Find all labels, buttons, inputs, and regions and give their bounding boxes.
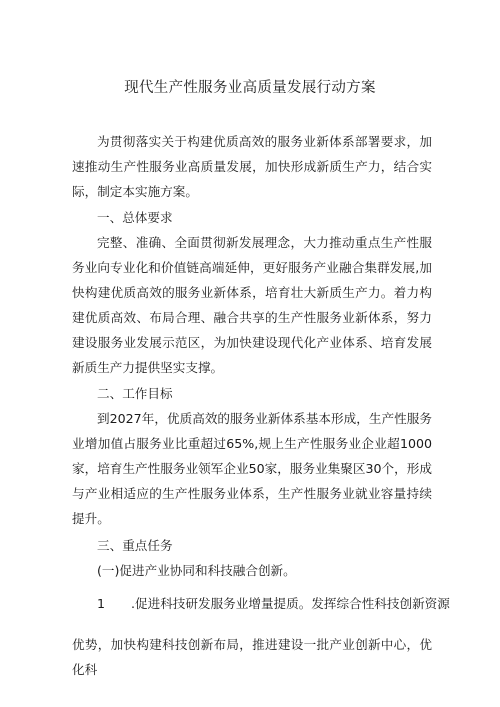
section-text-goals: 到2027年，优质高效的服务业新体系基本形成，生产性服务业增加值占服务业比重超过65%,规上生产性服务业企业超1000家，培育生产性服务业领军企业50家，服务业集聚区30个，形成与产业相适应的生产性服务业体系，生产性服务业就业容量持续提升。 <box>72 411 432 526</box>
task-item-text: .促进科技研发服务业增量提质。发挥综合性科技创新资源 <box>131 596 450 611</box>
section-heading-general: 一、总体要求 <box>97 210 173 225</box>
section-heading-goals: 二、工作目标 <box>97 386 173 401</box>
task-subheading: (一)促进产业协同和科技融合创新。 <box>97 563 296 578</box>
task-item <box>72 591 450 616</box>
task-item-continuation: 优势，加快构建科技创新布局，推进建设一批产业创新中心，优化科 <box>72 637 432 677</box>
section-text-general: 完整、准确、全面贯彻新发展理念，大力推动重点生产性服务业向专业化和价值链高端延伸，更好服务产业融合集群发展,加快构建优质高效的服务业新体系，培育壮大新质生产力。着力构建优质高效、布局合理、融合共享的生产性服务业新体系，努力建设服务业发展示范区，为加快建设现代化产业体系、培育发展新质生产力提供坚实支撑。 <box>72 235 432 375</box>
task-item-number: 1 <box>97 596 106 611</box>
document-title: 现代生产性服务业高质量发展行动方案 <box>124 80 376 96</box>
intro-paragraph: 为贯彻落实关于构建优质高效的服务业新体系部署要求，加速推动生产性服务业高质量发展，加快形成新质生产力，结合实际，制定本实施方案。 <box>72 134 432 199</box>
document-body <box>72 129 450 682</box>
section-heading-tasks: 三、重点任务 <box>97 538 173 553</box>
